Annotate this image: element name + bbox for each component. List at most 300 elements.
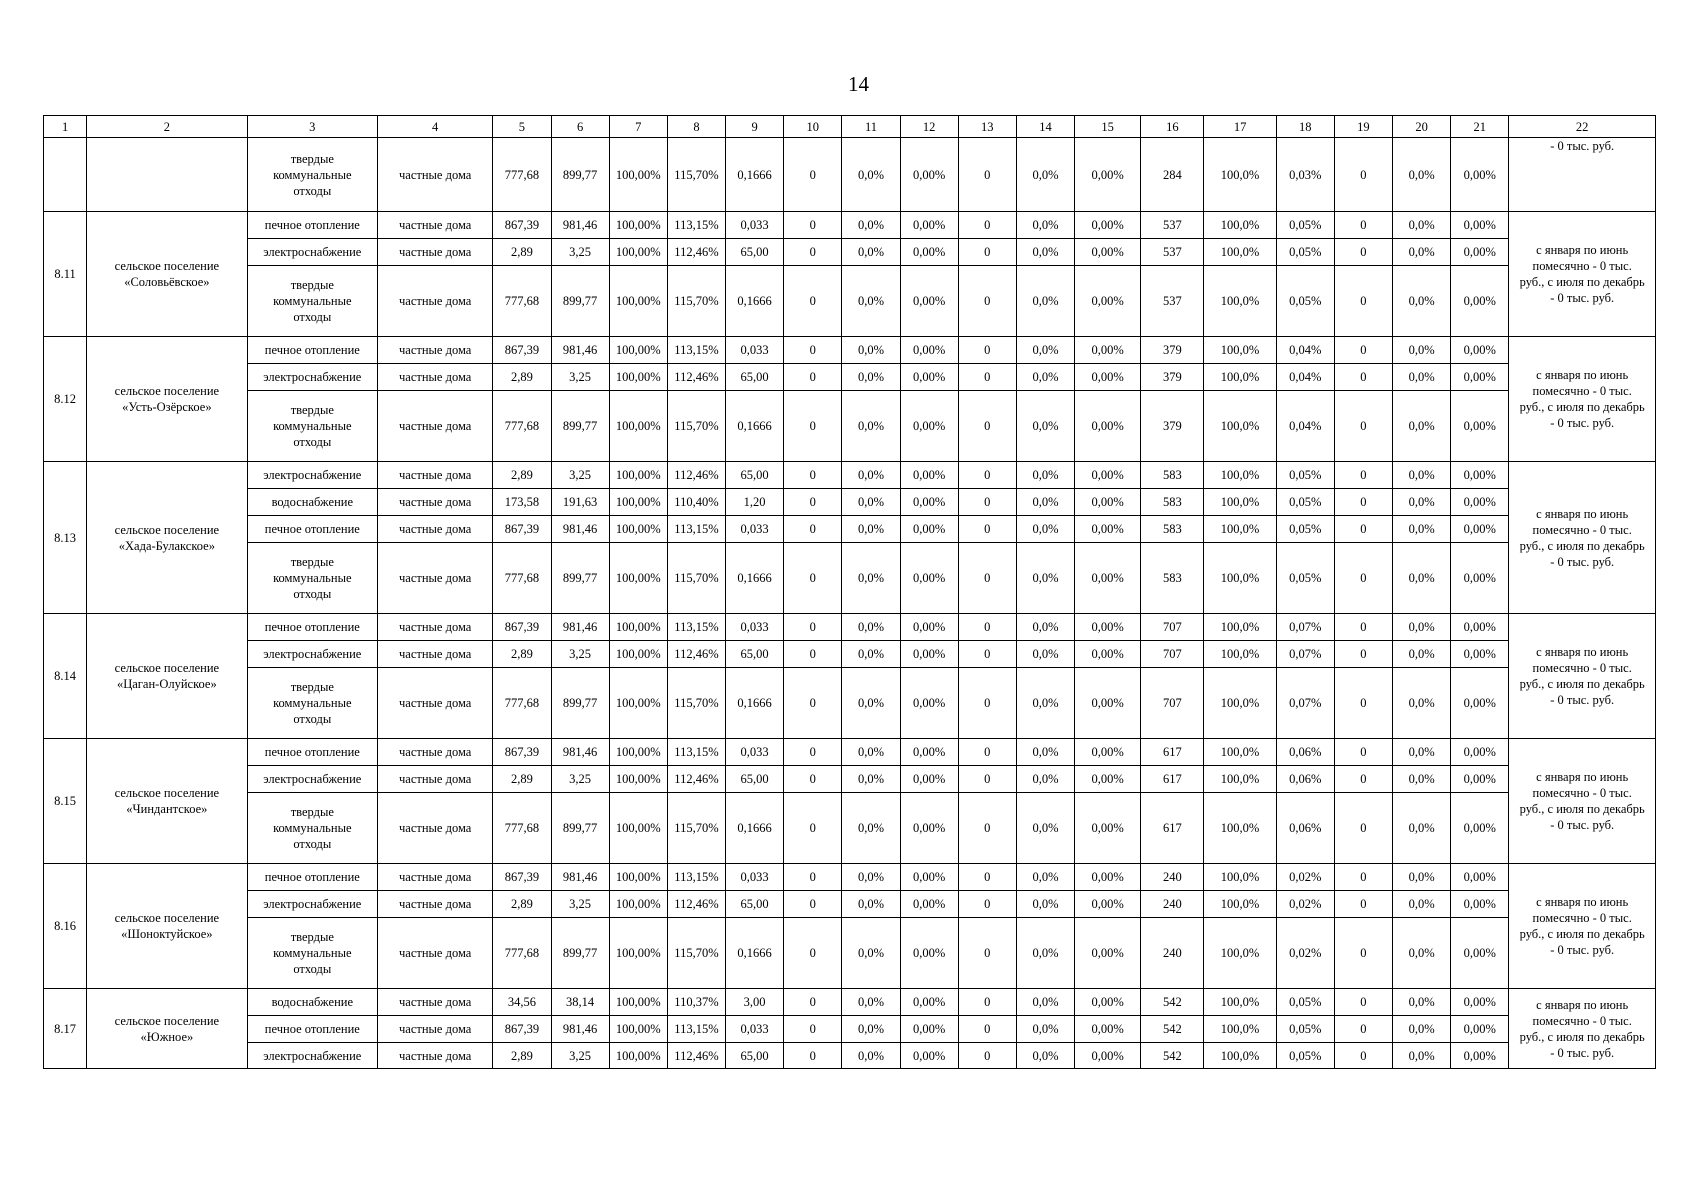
table-cell: 0,0% (1016, 668, 1074, 739)
column-header-13: 13 (958, 116, 1016, 138)
table-cell: 100,00% (609, 489, 667, 516)
table-cell: 583 (1141, 516, 1204, 543)
table-cell: 0 (1334, 739, 1392, 766)
table-cell: 0,02% (1276, 864, 1334, 891)
service-cell: электроснабжение (247, 891, 377, 918)
table-row (44, 989, 1656, 1016)
table-cell: 0,00% (900, 668, 958, 739)
table-cell: 2,89 (493, 462, 551, 489)
table-cell: 0,00% (1451, 793, 1509, 864)
table-cell: 112,46% (667, 641, 725, 668)
column-header-4: 4 (378, 116, 493, 138)
table-cell: 777,68 (493, 668, 551, 739)
settlement-name: сельское поселение «Усть-Озёрское» (87, 337, 247, 462)
table-cell: 0,00% (900, 1016, 958, 1043)
table-cell: 0,00% (900, 516, 958, 543)
table-cell: 0,0% (842, 918, 900, 989)
table-cell: 100,00% (609, 266, 667, 337)
table-cell: 0,00% (1075, 138, 1141, 212)
table-cell: частные дома (378, 864, 493, 891)
service-cell: твердые коммунальные отходы (247, 918, 377, 989)
table-cell: 0,0% (1016, 138, 1074, 212)
table-cell: 100,0% (1204, 516, 1276, 543)
table-cell: частные дома (378, 462, 493, 489)
table-cell: 0,0% (1016, 391, 1074, 462)
table-cell: 0,07% (1276, 641, 1334, 668)
table-cell: 0,00% (1075, 212, 1141, 239)
table-cell: 100,0% (1204, 614, 1276, 641)
table-cell: 0,00% (1075, 989, 1141, 1016)
table-cell: 0,0% (1016, 516, 1074, 543)
table-cell: 100,00% (609, 641, 667, 668)
table-cell: 0 (784, 516, 842, 543)
table-cell: 240 (1141, 864, 1204, 891)
note-cell: с января по июнь помесячно - 0 тыс. руб., с июля по декабрь - 0 тыс. руб. (1509, 337, 1656, 462)
table-cell: частные дома (378, 793, 493, 864)
note-cell: с января по июнь помесячно - 0 тыс. руб., с июля по декабрь - 0 тыс. руб. (1509, 739, 1656, 864)
table-row (44, 668, 1656, 739)
table-cell: 0,05% (1276, 989, 1334, 1016)
table-cell: 0 (784, 793, 842, 864)
column-header-19: 19 (1334, 116, 1392, 138)
row-number: 8.17 (44, 989, 87, 1069)
table-cell: 0,0% (1016, 918, 1074, 989)
table-cell: 0 (784, 891, 842, 918)
table-cell: 0,0% (1393, 918, 1451, 989)
table-cell: 0,00% (1075, 891, 1141, 918)
table-row (44, 1016, 1656, 1043)
table-cell: 0,00% (900, 364, 958, 391)
table-cell: 0 (1334, 793, 1392, 864)
table-cell: 115,70% (667, 918, 725, 989)
table-cell: 0 (958, 989, 1016, 1016)
table-cell: 0 (1334, 989, 1392, 1016)
column-header-16: 16 (1141, 116, 1204, 138)
table-cell: 1,20 (726, 489, 784, 516)
table-cell: частные дома (378, 739, 493, 766)
table-cell: 0 (784, 1043, 842, 1069)
table-cell: 0,00% (900, 614, 958, 641)
table-cell: 0 (1334, 337, 1392, 364)
table-cell: 113,15% (667, 516, 725, 543)
table-cell: 583 (1141, 489, 1204, 516)
table-row (44, 364, 1656, 391)
table-cell: 0 (1334, 1043, 1392, 1069)
table-cell: 707 (1141, 641, 1204, 668)
table-cell: 0,0% (1016, 739, 1074, 766)
table-cell: 0,0% (1393, 891, 1451, 918)
table-cell: 0 (784, 364, 842, 391)
table-cell: 0 (784, 918, 842, 989)
table-row (44, 891, 1656, 918)
table-cell: 0 (784, 1016, 842, 1043)
table-row (44, 614, 1656, 641)
table-cell: 0,1666 (726, 266, 784, 337)
table-cell: частные дома (378, 614, 493, 641)
table-cell: 0 (1334, 918, 1392, 989)
column-header-20: 20 (1393, 116, 1451, 138)
table-cell: 0,05% (1276, 266, 1334, 337)
table-cell: 191,63 (551, 489, 609, 516)
table-cell: 0,00% (900, 489, 958, 516)
table-cell: 777,68 (493, 793, 551, 864)
service-cell: печное отопление (247, 212, 377, 239)
table-cell: 0,04% (1276, 337, 1334, 364)
table-cell: 100,0% (1204, 543, 1276, 614)
table-cell: 0,0% (1016, 364, 1074, 391)
table-cell: 0,00% (900, 1043, 958, 1069)
table-cell: 0 (958, 614, 1016, 641)
table-cell: 0 (958, 891, 1016, 918)
table-cell: 0,00% (1075, 516, 1141, 543)
table-cell: 0,00% (900, 793, 958, 864)
table-cell: 777,68 (493, 543, 551, 614)
table-cell: 0 (958, 138, 1016, 212)
table-cell: 0,00% (1451, 239, 1509, 266)
table-cell: 0,00% (1451, 364, 1509, 391)
table-cell: 112,46% (667, 891, 725, 918)
table-cell: 0,0% (1016, 793, 1074, 864)
table-cell: 867,39 (493, 337, 551, 364)
table-cell: частные дома (378, 918, 493, 989)
table-cell: 0 (958, 364, 1016, 391)
table-cell: 0,0% (842, 891, 900, 918)
table-cell: 0 (784, 641, 842, 668)
table-cell: 2,89 (493, 766, 551, 793)
table-cell: 100,0% (1204, 364, 1276, 391)
table-cell: 0,07% (1276, 668, 1334, 739)
table-cell: 0,0% (1393, 138, 1451, 212)
table-cell: 0,0% (842, 668, 900, 739)
table-cell: 0 (1334, 891, 1392, 918)
settlement-name: сельское поселение «Шоноктуйское» (87, 864, 247, 989)
table-cell: 113,15% (667, 864, 725, 891)
table-cell: 981,46 (551, 614, 609, 641)
table-cell: 0 (958, 1043, 1016, 1069)
table-cell: 0,02% (1276, 891, 1334, 918)
table-cell: 617 (1141, 793, 1204, 864)
note-cell: с января по июнь помесячно - 0 тыс. руб., с июля по декабрь - 0 тыс. руб. (1509, 989, 1656, 1069)
table-cell: 0,06% (1276, 739, 1334, 766)
table-cell: 0,0% (842, 138, 900, 212)
table-cell: 0,0% (1393, 766, 1451, 793)
column-header-12: 12 (900, 116, 958, 138)
service-cell: электроснабжение (247, 1043, 377, 1069)
table-cell: 0,033 (726, 739, 784, 766)
table-cell: частные дома (378, 641, 493, 668)
table-cell: 112,46% (667, 364, 725, 391)
table-cell: 0,00% (1451, 864, 1509, 891)
table-cell: 0,00% (1075, 489, 1141, 516)
table-cell: частные дома (378, 364, 493, 391)
service-cell: твердые коммунальные отходы (247, 793, 377, 864)
table-cell: 0,00% (1451, 891, 1509, 918)
table-cell: 0 (784, 337, 842, 364)
table-cell: 0 (784, 864, 842, 891)
table-cell: 0 (1334, 668, 1392, 739)
table-cell: 0,00% (1451, 391, 1509, 462)
table-cell: 2,89 (493, 239, 551, 266)
table-row (44, 766, 1656, 793)
table-cell: 0,0% (842, 489, 900, 516)
table-row (44, 543, 1656, 614)
table-cell: 100,0% (1204, 989, 1276, 1016)
column-header-6: 6 (551, 116, 609, 138)
header-row (44, 116, 1656, 138)
table-cell: 100,0% (1204, 138, 1276, 212)
table-cell: 2,89 (493, 891, 551, 918)
table-cell: 981,46 (551, 516, 609, 543)
table-cell: 0,00% (1075, 364, 1141, 391)
table-cell: 0,00% (1451, 543, 1509, 614)
table-cell: 100,00% (609, 1016, 667, 1043)
table-cell: 0 (1334, 1016, 1392, 1043)
table-cell: 537 (1141, 212, 1204, 239)
table-cell: 112,46% (667, 462, 725, 489)
table-cell: 0,0% (1016, 641, 1074, 668)
table-row (44, 489, 1656, 516)
table-cell: 100,00% (609, 1043, 667, 1069)
table-cell: частные дома (378, 516, 493, 543)
table-cell: 2,89 (493, 641, 551, 668)
table-cell: 115,70% (667, 668, 725, 739)
table-cell: 0,0% (1016, 614, 1074, 641)
table-cell: 0 (1334, 462, 1392, 489)
row-number: 8.13 (44, 462, 87, 614)
table-row (44, 391, 1656, 462)
table-cell: 0,0% (842, 266, 900, 337)
service-cell: электроснабжение (247, 641, 377, 668)
table-cell: 0,00% (900, 138, 958, 212)
row-number: 8.14 (44, 614, 87, 739)
table-cell: 100,00% (609, 364, 667, 391)
table-cell: 0,00% (1075, 918, 1141, 989)
table-cell: частные дома (378, 543, 493, 614)
table-cell: 981,46 (551, 1016, 609, 1043)
table-cell: 110,37% (667, 989, 725, 1016)
settlement-name: сельское поселение «Южное» (87, 989, 247, 1069)
table-cell: частные дома (378, 489, 493, 516)
table-cell: 0,0% (842, 337, 900, 364)
table-cell: 0 (784, 668, 842, 739)
table-cell: 0,0% (842, 864, 900, 891)
column-header-9: 9 (726, 116, 784, 138)
table-cell: 0,05% (1276, 1016, 1334, 1043)
table-cell: 0 (784, 212, 842, 239)
table-cell: 0,1666 (726, 543, 784, 614)
table-cell: 777,68 (493, 138, 551, 212)
table-cell: 284 (1141, 138, 1204, 212)
table-cell: 65,00 (726, 364, 784, 391)
table-cell: 65,00 (726, 766, 784, 793)
table-cell: 0,0% (842, 462, 900, 489)
table-cell: частные дома (378, 891, 493, 918)
table-cell: 0,0% (1393, 391, 1451, 462)
table-cell: 0 (784, 739, 842, 766)
table-cell: 0,06% (1276, 793, 1334, 864)
settlement-name: сельское поселение «Цаган-Олуйское» (87, 614, 247, 739)
table-cell: 777,68 (493, 266, 551, 337)
table-cell: 0 (784, 543, 842, 614)
table-cell: 0 (958, 918, 1016, 989)
table-cell: 0 (958, 739, 1016, 766)
table-cell: 100,00% (609, 989, 667, 1016)
table-cell: 0,0% (1393, 364, 1451, 391)
table-cell: 0 (958, 337, 1016, 364)
table-cell: 3,25 (551, 462, 609, 489)
table-cell: 981,46 (551, 337, 609, 364)
table-cell: 0,05% (1276, 212, 1334, 239)
table-cell: 100,0% (1204, 266, 1276, 337)
table-cell: 65,00 (726, 641, 784, 668)
table-cell: 240 (1141, 891, 1204, 918)
table-cell: 0,00% (1075, 391, 1141, 462)
column-header-1: 1 (44, 116, 87, 138)
table-cell: 0 (958, 793, 1016, 864)
table-cell: 112,46% (667, 766, 725, 793)
table-cell: 0,05% (1276, 516, 1334, 543)
table-cell: 777,68 (493, 918, 551, 989)
table-cell: 0,0% (1016, 989, 1074, 1016)
table-cell: 0 (784, 766, 842, 793)
table-cell: 0,0% (842, 516, 900, 543)
table-cell: 537 (1141, 239, 1204, 266)
table-cell: 0,07% (1276, 614, 1334, 641)
table-cell: твердые коммунальные отходы (247, 138, 377, 212)
table-cell: 0 (784, 462, 842, 489)
table-cell: 0,00% (1451, 138, 1509, 212)
table-cell: 100,0% (1204, 864, 1276, 891)
table-cell: 0,00% (900, 891, 958, 918)
table-cell: 0,00% (900, 766, 958, 793)
table-cell: 0,00% (1075, 739, 1141, 766)
table-cell: 0,1666 (726, 391, 784, 462)
table-cell: 0,00% (900, 337, 958, 364)
table-cell: 0,00% (900, 641, 958, 668)
table-cell: 38,14 (551, 989, 609, 1016)
table-cell: 0 (784, 989, 842, 1016)
table-row (44, 462, 1656, 489)
table-cell: 113,15% (667, 212, 725, 239)
table-cell: 0,1666 (726, 793, 784, 864)
table-cell: 100,00% (609, 543, 667, 614)
column-header-10: 10 (784, 116, 842, 138)
table-cell: 0,0% (842, 212, 900, 239)
table-cell: 0,0% (842, 1016, 900, 1043)
table-cell: 0,0% (1393, 1016, 1451, 1043)
column-header-8: 8 (667, 116, 725, 138)
note-cell: с января по июнь помесячно - 0 тыс. руб., с июля по декабрь - 0 тыс. руб. (1509, 212, 1656, 337)
table-row (44, 641, 1656, 668)
table-cell: 0 (958, 766, 1016, 793)
table-cell: 899,77 (551, 668, 609, 739)
table-cell: 0,1666 (726, 918, 784, 989)
table-cell: 173,58 (493, 489, 551, 516)
table-row (44, 239, 1656, 266)
table-cell: 542 (1141, 989, 1204, 1016)
table-cell: 100,0% (1204, 239, 1276, 266)
table-cell: 0,0% (1016, 891, 1074, 918)
table-cell: 0 (1334, 266, 1392, 337)
table-cell: 0,00% (1451, 918, 1509, 989)
table-cell: 110,40% (667, 489, 725, 516)
table-cell: 777,68 (493, 391, 551, 462)
table-cell: 0,033 (726, 337, 784, 364)
table-cell: 0,00% (1451, 641, 1509, 668)
table-cell: 0,0% (842, 989, 900, 1016)
column-header-21: 21 (1451, 116, 1509, 138)
table-cell: 0,00% (1451, 489, 1509, 516)
table-cell: 0,0% (1393, 793, 1451, 864)
table-cell: 0 (958, 641, 1016, 668)
service-cell: электроснабжение (247, 462, 377, 489)
table-cell: 0,00% (900, 462, 958, 489)
table-cell: 3,25 (551, 766, 609, 793)
table-cell: 899,77 (551, 138, 609, 212)
table-cell: 0,0% (1016, 1016, 1074, 1043)
table-cell: 113,15% (667, 337, 725, 364)
table-cell: 3,25 (551, 239, 609, 266)
table-cell: 0 (958, 543, 1016, 614)
table-cell: 0 (1334, 864, 1392, 891)
settlement-name: сельское поселение «Чиндантское» (87, 739, 247, 864)
table-cell: 100,00% (609, 337, 667, 364)
table-cell: 0,0% (842, 739, 900, 766)
settlement-name: сельское поселение «Хада-Булакское» (87, 462, 247, 614)
column-header-18: 18 (1276, 116, 1334, 138)
column-header-15: 15 (1075, 116, 1141, 138)
table-cell: 0 (958, 1016, 1016, 1043)
table-cell: 0,0% (842, 614, 900, 641)
table-cell: 0,033 (726, 212, 784, 239)
table-cell: 707 (1141, 614, 1204, 641)
table-cell: 100,00% (609, 918, 667, 989)
table-cell: 100,0% (1204, 337, 1276, 364)
table-cell: 0,00% (1451, 212, 1509, 239)
row-number: 8.16 (44, 864, 87, 989)
table-cell: 0,0% (842, 543, 900, 614)
table-cell: 0,0% (1016, 1043, 1074, 1069)
table-cell: частные дома (378, 766, 493, 793)
table-cell: 0 (1334, 614, 1392, 641)
table-cell: 0,0% (842, 364, 900, 391)
table-cell (44, 138, 87, 212)
column-header-2: 2 (87, 116, 247, 138)
table-cell: 0,033 (726, 864, 784, 891)
table-cell: 100,00% (609, 739, 667, 766)
table-cell: 0,00% (1451, 668, 1509, 739)
service-cell: электроснабжение (247, 239, 377, 266)
table-cell: 0,0% (1016, 766, 1074, 793)
table-cell: частные дома (378, 266, 493, 337)
table-cell: 0,00% (1075, 1016, 1141, 1043)
table-cell: 0,0% (1393, 1043, 1451, 1069)
table-cell: 0,00% (900, 266, 958, 337)
table-cell: 100,00% (609, 864, 667, 891)
table-cell: 0 (784, 239, 842, 266)
table-cell: 0 (958, 668, 1016, 739)
table-cell: 0 (1334, 516, 1392, 543)
service-cell: твердые коммунальные отходы (247, 668, 377, 739)
table-cell: 0,0% (1016, 266, 1074, 337)
table-cell: 112,46% (667, 1043, 725, 1069)
table-cell: 0,0% (1016, 337, 1074, 364)
table-cell: 0 (958, 212, 1016, 239)
table-cell: 240 (1141, 918, 1204, 989)
table-cell: 0 (1334, 138, 1392, 212)
table-cell: 0,0% (1393, 266, 1451, 337)
table-cell: 0,0% (1393, 614, 1451, 641)
